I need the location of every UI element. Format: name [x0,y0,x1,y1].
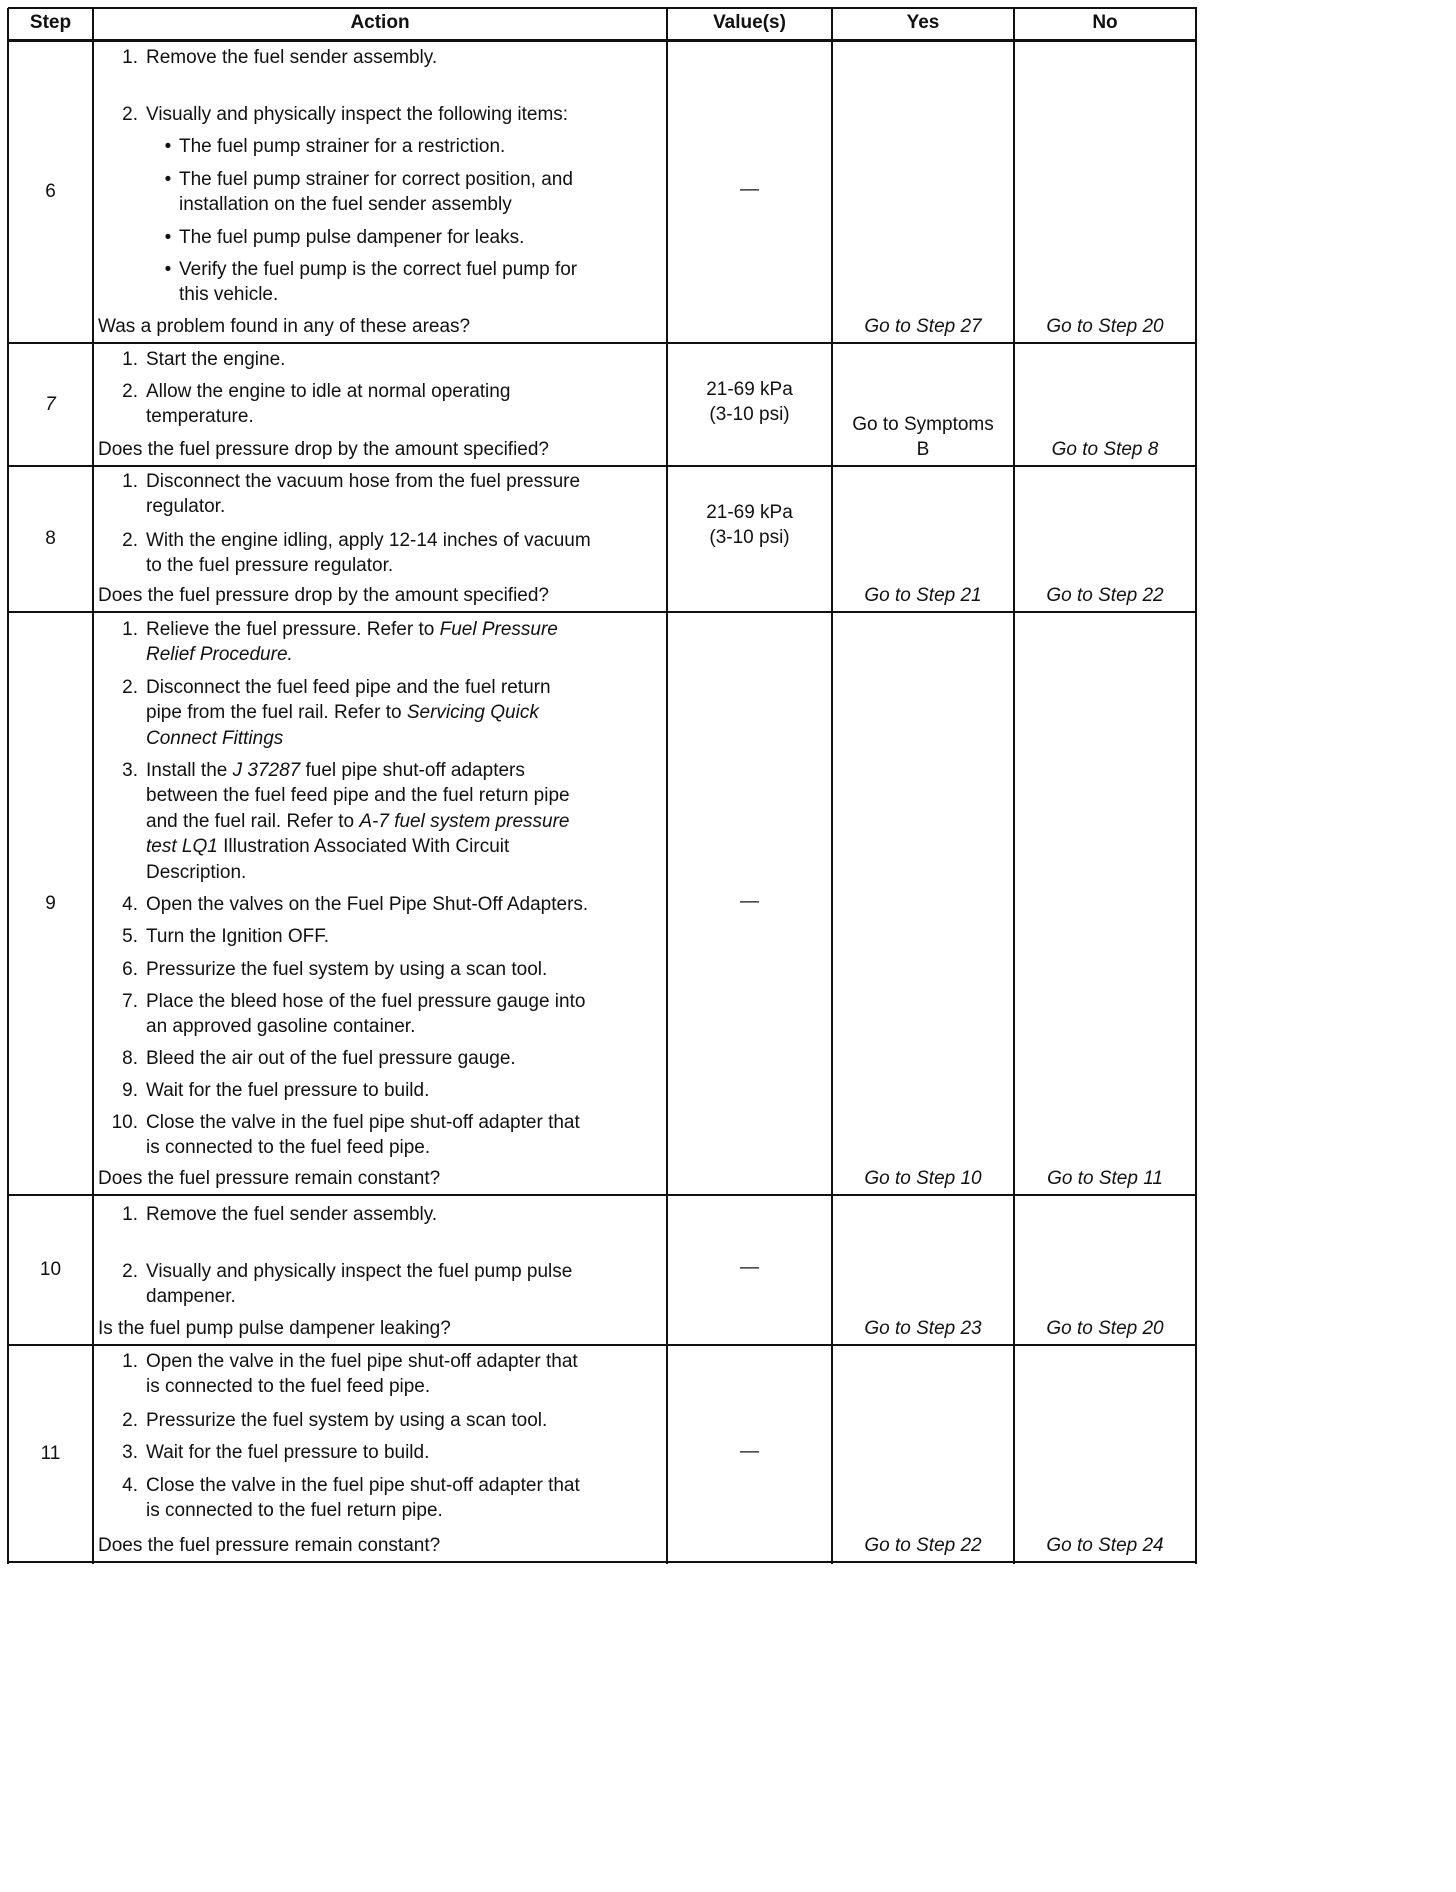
table-row-rule [8,611,1197,613]
no-result: Go to Step 11 [1047,1168,1163,1189]
step-item-number: 1. [122,471,138,492]
no-result: Go to Step 24 [1046,1535,1164,1556]
step-item-number: 2. [122,381,138,402]
action-text: Wait for the fuel pressure to build. [146,1442,430,1463]
value-cell: — [740,1257,759,1278]
action-line [108,1079,429,1103]
table-row-rule [8,1194,1197,1196]
action-text: pipe from the fuel rail. Refer to [146,702,407,724]
action-line [108,1260,572,1284]
column-header: Action [350,12,410,33]
action-line [108,380,510,404]
action-text: Open the valve in the fuel pipe shut-off adapter that [146,1351,578,1372]
action-text: Visually and physically inspect the fuel pump pulse [146,1261,573,1282]
table-row-rule [8,465,1197,467]
action-line [108,46,437,70]
action-line [108,676,551,700]
action-text: Relief Procedure. [146,644,293,666]
action-line [108,861,246,885]
action-text: Verify the fuel pump is the correct fuel pump for [179,259,578,280]
action-line [108,1203,437,1227]
action-text: to the fuel pressure regulator. [146,555,394,577]
step-item-number: 3. [122,760,138,781]
step-item-number: 2. [122,530,138,551]
step-number: 11 [40,1442,61,1464]
step-item-number: 4. [122,894,138,915]
action-line [108,103,568,127]
action-line [108,618,558,642]
action-line [108,1375,430,1399]
column-header: No [1092,12,1118,33]
step-item-number: 6. [122,959,138,980]
yes-result: Go to Step 22 [864,1535,982,1556]
action-line [108,554,393,578]
table-column-rule [92,8,94,1564]
step-item-number: 10. [111,1112,138,1133]
action-text: Disconnect the fuel feed pipe and the fuel return [146,677,551,698]
action-line [157,226,524,250]
action-text: and the fuel rail. Refer to [146,810,360,832]
bullet-icon: • [164,259,172,280]
step-item-number: 7. [122,991,138,1012]
action-text: Wait for the fuel pressure to build. [146,1080,430,1101]
action-text: Remove the fuel sender assembly. [146,47,438,68]
question-text: Does the fuel pressure drop by the amount specified? [98,585,549,606]
step-number: 8 [45,528,56,549]
value-cell: (3-10 psi) [709,404,790,425]
action-text: Pressurize the fuel system by using a scan tool. [146,959,548,980]
step-item-number: 2. [122,1261,138,1282]
action-text: between the fuel feed pipe and the fuel return pipe [146,785,570,807]
action-text: Remove the fuel sender assembly. [146,1204,438,1225]
action-line [108,1111,580,1135]
action-text: Fuel Pressure [439,619,558,640]
yes-result: Go to Step 10 [864,1168,982,1189]
value-cell: 21-69 kPa [706,379,793,400]
yes-result: Go to Step 21 [864,585,982,606]
value-cell: — [740,1440,759,1462]
action-line [108,1136,430,1160]
action-text: Servicing Quick [406,702,539,724]
action-line [108,1015,415,1039]
action-line [108,643,293,667]
action-text: Place the bleed hose of the fuel pressure gauge into [146,991,586,1012]
yes-result: B [916,439,930,460]
action-text: Pressurize the fuel system by using a scan tool. [146,1410,548,1431]
action-text: The fuel pump strainer for a restriction. [179,136,506,157]
action-line [157,135,505,159]
action-line [108,1474,580,1498]
table-row-rule [8,39,1197,42]
action-text: dampener. [146,1286,236,1308]
table-column-rule [666,8,668,1564]
column-header: Value(s) [713,12,786,33]
column-header: Yes [906,12,940,33]
action-line [108,1350,578,1374]
action-text: is connected to the fuel return pipe. [146,1500,443,1522]
action-text: Start the engine. [146,349,286,370]
action-text: test LQ1 [146,836,218,858]
action-line [108,893,588,917]
action-line [108,727,283,751]
question-text: Does the fuel pressure remain constant? [98,1168,441,1189]
yes-result: Go to Symptoms [852,414,994,435]
table-column-rule [7,8,9,1564]
action-text: Close the valve in the fuel pipe shut-off adapter that [146,1112,580,1133]
action-text: Allow the engine to idle at normal operating [146,381,511,402]
action-text: installation on the fuel sender assembly [179,194,512,216]
yes-result: Go to Step 23 [864,1318,982,1339]
action-text: The fuel pump strainer for correct position, and [179,169,573,190]
value-cell: 21-69 kPa [706,502,793,523]
step-item-number: 9. [122,1080,138,1101]
action-text: is connected to the fuel feed pipe. [146,1137,431,1159]
step-item-number: 2. [122,104,138,125]
action-text: regulator. [146,496,226,518]
step-item-number: 2. [122,677,138,698]
action-text: is connected to the fuel feed pipe. [146,1376,431,1398]
action-text: Open the valves on the Fuel Pipe Shut-Off Adapters. [146,894,589,915]
no-result: Go to Step 8 [1051,439,1159,460]
action-text: Close the valve in the fuel pipe shut-off adapter that [146,1475,580,1496]
action-text: an approved gasoline container. [146,1016,416,1038]
action-text: fuel pipe shut-off adapters [300,760,525,781]
value-cell: — [740,178,759,200]
action-text: Connect Fittings [146,727,284,749]
table-row-rule [8,1561,1197,1563]
action-line [108,958,547,982]
step-item-number: 1. [122,1351,138,1372]
action-text: Install the [146,760,233,781]
action-text: With the engine idling, apply 12-14 inches of vacuum [146,530,591,551]
action-line [157,283,278,307]
action-line [108,1285,236,1309]
action-line [108,810,569,834]
step-item-number: 3. [122,1442,138,1463]
action-line [108,1409,547,1433]
action-text: Description. [146,861,247,883]
action-text: The fuel pump pulse dampener for leaks. [179,227,525,248]
action-text: Turn the Ignition OFF. [146,926,330,947]
step-item-number: 8. [122,1048,138,1069]
action-text: J 37287 [232,760,301,781]
question-text: Does the fuel pressure remain constant? [98,1535,441,1556]
value-cell: (3-10 psi) [709,527,790,548]
action-line [108,990,585,1014]
step-number: 9 [45,892,56,914]
action-line [108,784,570,808]
action-line [108,405,254,429]
action-line [108,348,285,372]
question-text: Does the fuel pressure drop by the amount specified? [98,439,549,460]
action-line [108,925,329,949]
no-result: Go to Step 22 [1046,585,1164,606]
action-line [108,1047,516,1071]
step-number: 7 [45,393,56,415]
step-number: 10 [39,1259,62,1280]
table-row-rule [8,7,1197,9]
action-text: Relieve the fuel pressure. Refer to [146,619,440,640]
column-header: Step [29,12,72,33]
question-text: Was a problem found in any of these areas? [98,316,471,337]
action-text: temperature. [146,406,254,428]
step-item-number: 1. [122,47,138,68]
action-text: Illustration Associated With Circuit [217,836,510,858]
action-line [108,529,591,553]
yes-result: Go to Step 27 [864,316,982,337]
action-text: Bleed the air out of the fuel pressure gauge. [146,1048,516,1069]
no-result: Go to Step 20 [1046,316,1164,337]
table-row-rule [8,342,1197,344]
step-item-number: 5. [122,926,138,947]
bullet-icon: • [164,169,172,190]
action-line [108,835,509,859]
action-line [157,193,512,217]
action-text: this vehicle. [179,284,279,306]
action-line [108,470,580,494]
action-text: A-7 fuel system pressure [359,810,570,832]
question-text: Is the fuel pump pulse dampener leaking? [98,1318,451,1339]
table-row-rule [8,1344,1197,1346]
step-item-number: 1. [122,619,138,640]
action-line [157,258,577,282]
bullet-icon: • [164,227,172,248]
value-cell: — [740,890,759,912]
action-line [108,1499,443,1523]
action-line [108,701,539,725]
step-item-number: 1. [122,1204,138,1225]
action-text: Disconnect the vacuum hose from the fuel pressure [146,471,581,492]
action-line [108,1441,429,1465]
action-line [108,495,225,519]
action-text: Visually and physically inspect the following items: [146,104,569,125]
step-item-number: 1. [122,349,138,370]
step-item-number: 2. [122,1410,138,1431]
bullet-icon: • [164,136,172,157]
action-line [108,759,525,783]
step-number: 6 [45,180,56,202]
action-line [157,168,573,192]
no-result: Go to Step 20 [1046,1318,1164,1339]
step-item-number: 4. [122,1475,138,1496]
